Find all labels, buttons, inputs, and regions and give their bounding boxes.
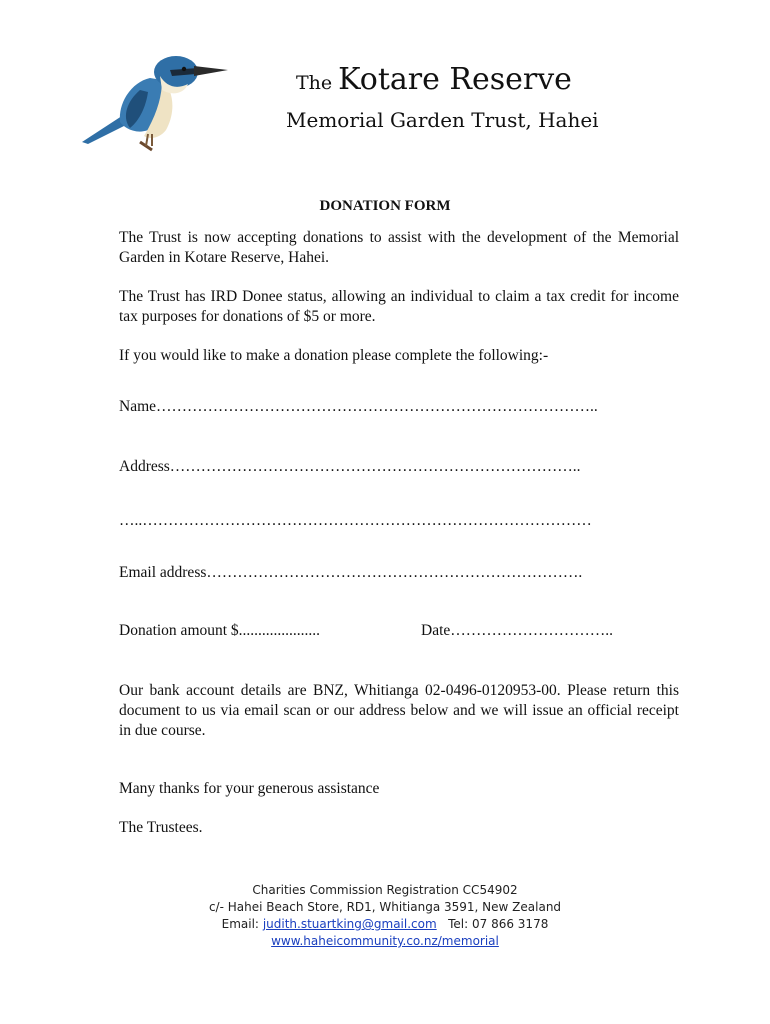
site-subtitle: Memorial Garden Trust, Hahei: [286, 108, 599, 132]
postal-address: c/- Hahei Beach Store, RD1, Whitianga 3591, New Zealand: [208, 900, 562, 914]
kingfisher-logo-icon: [80, 50, 230, 155]
phone-number: Tel: 07 866 3178: [448, 917, 549, 931]
title-name: Kotare Reserve: [338, 62, 572, 97]
email-link[interactable]: judith.stuartking@gmail.com: [262, 917, 437, 931]
signoff-text: The Trustees.: [119, 819, 203, 836]
footer: [0, 882, 770, 950]
email-label: Email:: [221, 917, 259, 931]
thanks-text: Many thanks for your generous assistance: [119, 780, 380, 797]
contact-line: [0, 916, 770, 933]
intro-paragraph: The Trust is now accepting donations to assist with the development of the Memorial Garden in Kotare Reserve, Hahei.: [119, 229, 679, 266]
form-heading: DONATION FORM: [319, 198, 451, 214]
bank-details-paragraph: Our bank account details are BNZ, Whitianga 02-0496-0120953-00. Please return this document to us via email scan or our address below and we will issue an official receipt in due course.: [119, 682, 679, 739]
tax-note-paragraph: The Trust has IRD Donee status, allowing an individual to claim a tax credit for income tax purposes for donations of $5 or more.: [119, 288, 679, 325]
donation-amount-field[interactable]: Donation amount $.....................: [119, 622, 321, 639]
site-title: [296, 62, 572, 97]
title-prefix: The: [296, 72, 333, 94]
name-field[interactable]: Name…………………………………………………………………………..: [119, 398, 598, 415]
instruction-paragraph: If you would like to make a donation please complete the following:-: [119, 347, 549, 364]
registration-text: Charities Commission Registration CC54902: [252, 883, 518, 897]
email-field[interactable]: Email address……………………………………………………………….: [119, 564, 583, 581]
address-field[interactable]: Address……………………………………………………………………..: [119, 458, 581, 475]
address-field-line2[interactable]: …..……………………………………………………………………………: [119, 512, 592, 529]
website-link[interactable]: www.haheicommunity.co.nz/memorial: [271, 934, 499, 948]
date-field[interactable]: Date…………………………..: [421, 622, 614, 639]
